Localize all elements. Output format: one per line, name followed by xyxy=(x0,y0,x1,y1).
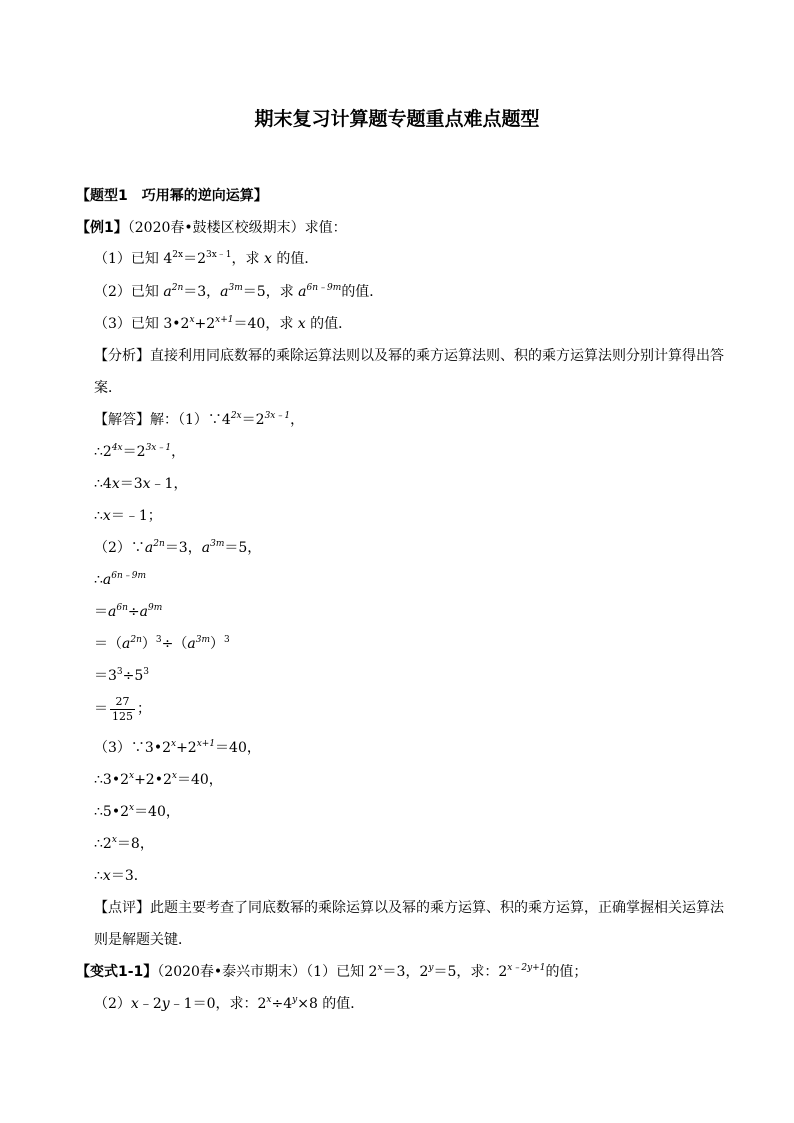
analysis-line-1: 【分析】直接利用同底数幂的乘除运算法则以及幂的乘方运算法则、积的乘方运算法则分别计算得出答 xyxy=(94,348,724,364)
solution-step: ∴x＝3． xyxy=(94,868,148,884)
question-3: （3）已知 $3•2^x+2^{x+1}=40$，求 x 的值． xyxy=(94,315,353,332)
solution-step: $\therefore 3•2^x+2•2^x=40$， xyxy=(94,771,223,788)
solution-step: $\therefore 5•2^x=40$， xyxy=(94,803,180,820)
solution-step: $(2)\because a^{2n}=3$，$a^{3m}=5$， xyxy=(94,539,262,556)
example-header xyxy=(76,218,347,238)
solution-step: $(3)\because 3•2^x+2^{x+1}=40$， xyxy=(94,739,261,756)
question-2: （2）已知 $a^{2n}=3$，$a^{3m}=5$，求 $a^{6n﹣9m}$的值． xyxy=(94,283,384,300)
comment-line-2: 则是解题关键． xyxy=(94,932,192,948)
example-source: （2020春•鼓楼区校级期末）求值： xyxy=(127,220,347,236)
solution-step: $\therefore a^{6n﹣9m}$ xyxy=(94,571,147,588)
variant-question-2: （2）x﹣2y﹣1＝0，求：$2^x\div 4^y\times 8$ 的值． xyxy=(94,995,365,1012)
fraction: $\frac{27}{125}$ xyxy=(112,694,133,723)
comment-line-1: 【点评】此题主要考查了同底数幂的乘除运算以及幂的乘方运算、积的乘方运算，正确掌握相关运算法 xyxy=(94,900,724,916)
solution-step: ∴x＝﹣1； xyxy=(94,508,162,524)
solution-step: ＝ $\frac{27}{125}$ ； xyxy=(94,694,151,723)
page-title: 期末复习计算题专题重点难点题型 xyxy=(254,108,540,130)
example-label: 【例1】 xyxy=(76,220,128,236)
solution-step: 【解答】解：$(1)\because 4^{2x}=2^{3x﹣1}$， xyxy=(94,411,305,428)
solution-step: $=(a^{2n})^3\div(a^{3m})^3$ xyxy=(94,635,230,652)
question-1: （1）已知 $4^{2x}=2^{3x﹣1}$，求 x 的值． xyxy=(94,250,319,267)
section-heading: 【题型1 巧用幂的逆向运算】 xyxy=(76,188,268,204)
solution-step: $=3^3\div 5^3$ xyxy=(94,667,150,684)
variant-question-1: 【变式1-1】（2020春•泰兴市期末）（1）已知 $2^x=3$，$2^y=5$，求：$2^{x﹣2y+1}$的值； xyxy=(76,963,588,980)
solution-step: $=a^{6n}\div a^{9m}$ xyxy=(94,603,163,620)
solution-step: $\therefore 2^x=8$， xyxy=(94,835,154,852)
solution-step: ∴4x＝3x﹣1， xyxy=(94,476,188,492)
analysis-line-2: 案． xyxy=(94,380,122,396)
solution-step: $\therefore 2^{4x}=2^{3x﹣1}$， xyxy=(94,443,186,460)
variant-label: 【变式1-1】 xyxy=(76,964,158,980)
